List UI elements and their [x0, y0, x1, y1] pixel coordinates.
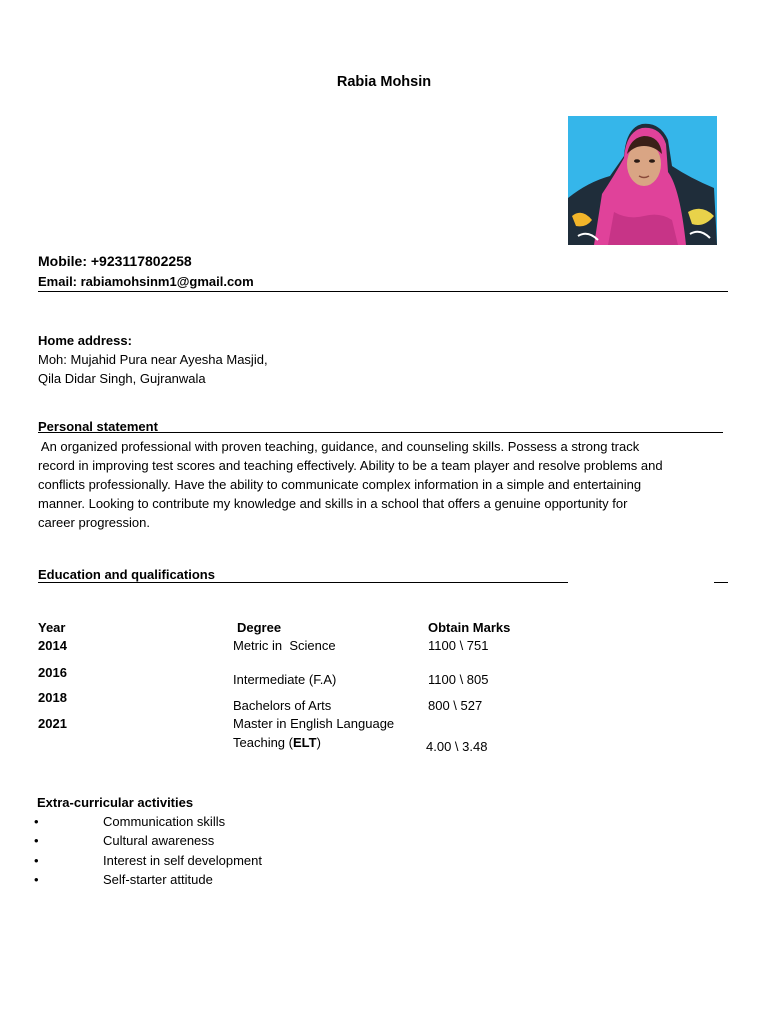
bullet-marker: •	[34, 853, 39, 868]
education-degree: Metric in Science	[233, 638, 336, 653]
portrait-image	[568, 116, 717, 245]
education-degree-line-2	[233, 735, 321, 750]
address-heading: Home address:	[38, 333, 132, 348]
extracurricular-heading: Extra-curricular activities	[37, 795, 194, 810]
education-rule-end	[714, 582, 728, 583]
personal-statement-rule	[38, 432, 723, 433]
bullet-marker: •	[34, 833, 39, 848]
education-degree: Intermediate (F.A)	[233, 672, 337, 687]
activity-item: Interest in self development	[103, 853, 262, 868]
column-header-year: Year	[38, 620, 66, 635]
education-heading: Education and qualifications	[38, 567, 215, 582]
activity-item: Cultural awareness	[103, 833, 215, 848]
education-year: 2016	[38, 665, 67, 680]
education-year: 2018	[38, 690, 67, 705]
education-year: 2014	[38, 638, 67, 653]
address-line-1: Moh: Mujahid Pura near Ayesha Masjid,	[38, 352, 268, 367]
education-degree: Bachelors of Arts	[233, 698, 332, 713]
activity-item: Self-starter attitude	[103, 872, 213, 887]
education-marks: 1100 \ 805	[428, 672, 489, 687]
personal-statement-text	[38, 437, 728, 532]
statement-line: career progression.	[38, 515, 150, 530]
personal-statement-heading: Personal statement	[38, 419, 158, 434]
header-divider	[38, 291, 728, 292]
statement-line: An organized professional with proven teaching, guidance, and counseling skills. Possess a strong track	[38, 439, 640, 454]
activity-item: Communication skills	[103, 814, 226, 829]
education-degree: Master in English Language	[233, 716, 395, 731]
email-address: Email: rabiamohsinm1@gmail.com	[38, 274, 254, 289]
education-year: 2021	[38, 716, 67, 731]
degree-text: Teaching (	[233, 735, 293, 750]
education-marks: 1100 \ 751	[428, 638, 489, 653]
education-marks: 800 \ 527	[428, 698, 483, 713]
column-header-degree: Degree	[237, 620, 282, 635]
statement-line: manner. Looking to contribute my knowledge and skills in a school that offers a genuine opportunity for	[38, 496, 628, 511]
education-marks: 4.00 \ 3.48	[426, 739, 488, 754]
mobile-number: Mobile: +923117802258	[38, 253, 192, 269]
bullet-marker: •	[34, 872, 39, 887]
statement-line: conflicts professionally. Have the ability to communicate complex information in a simple and entertaining	[38, 477, 642, 492]
column-header-marks: Obtain Marks	[428, 620, 511, 635]
white-patch	[568, 566, 714, 606]
profile-photo	[568, 116, 717, 245]
statement-line: record in improving test scores and teaching effectively. Ability to be a team player and resolve problems and	[38, 458, 663, 473]
address-line-2: Qila Didar Singh, Gujranwala	[38, 371, 206, 386]
degree-abbreviation: ELT	[292, 735, 317, 750]
degree-text: )	[316, 735, 321, 750]
bullet-marker: •	[34, 814, 39, 829]
resume-name: Rabia Mohsin	[336, 74, 432, 90]
